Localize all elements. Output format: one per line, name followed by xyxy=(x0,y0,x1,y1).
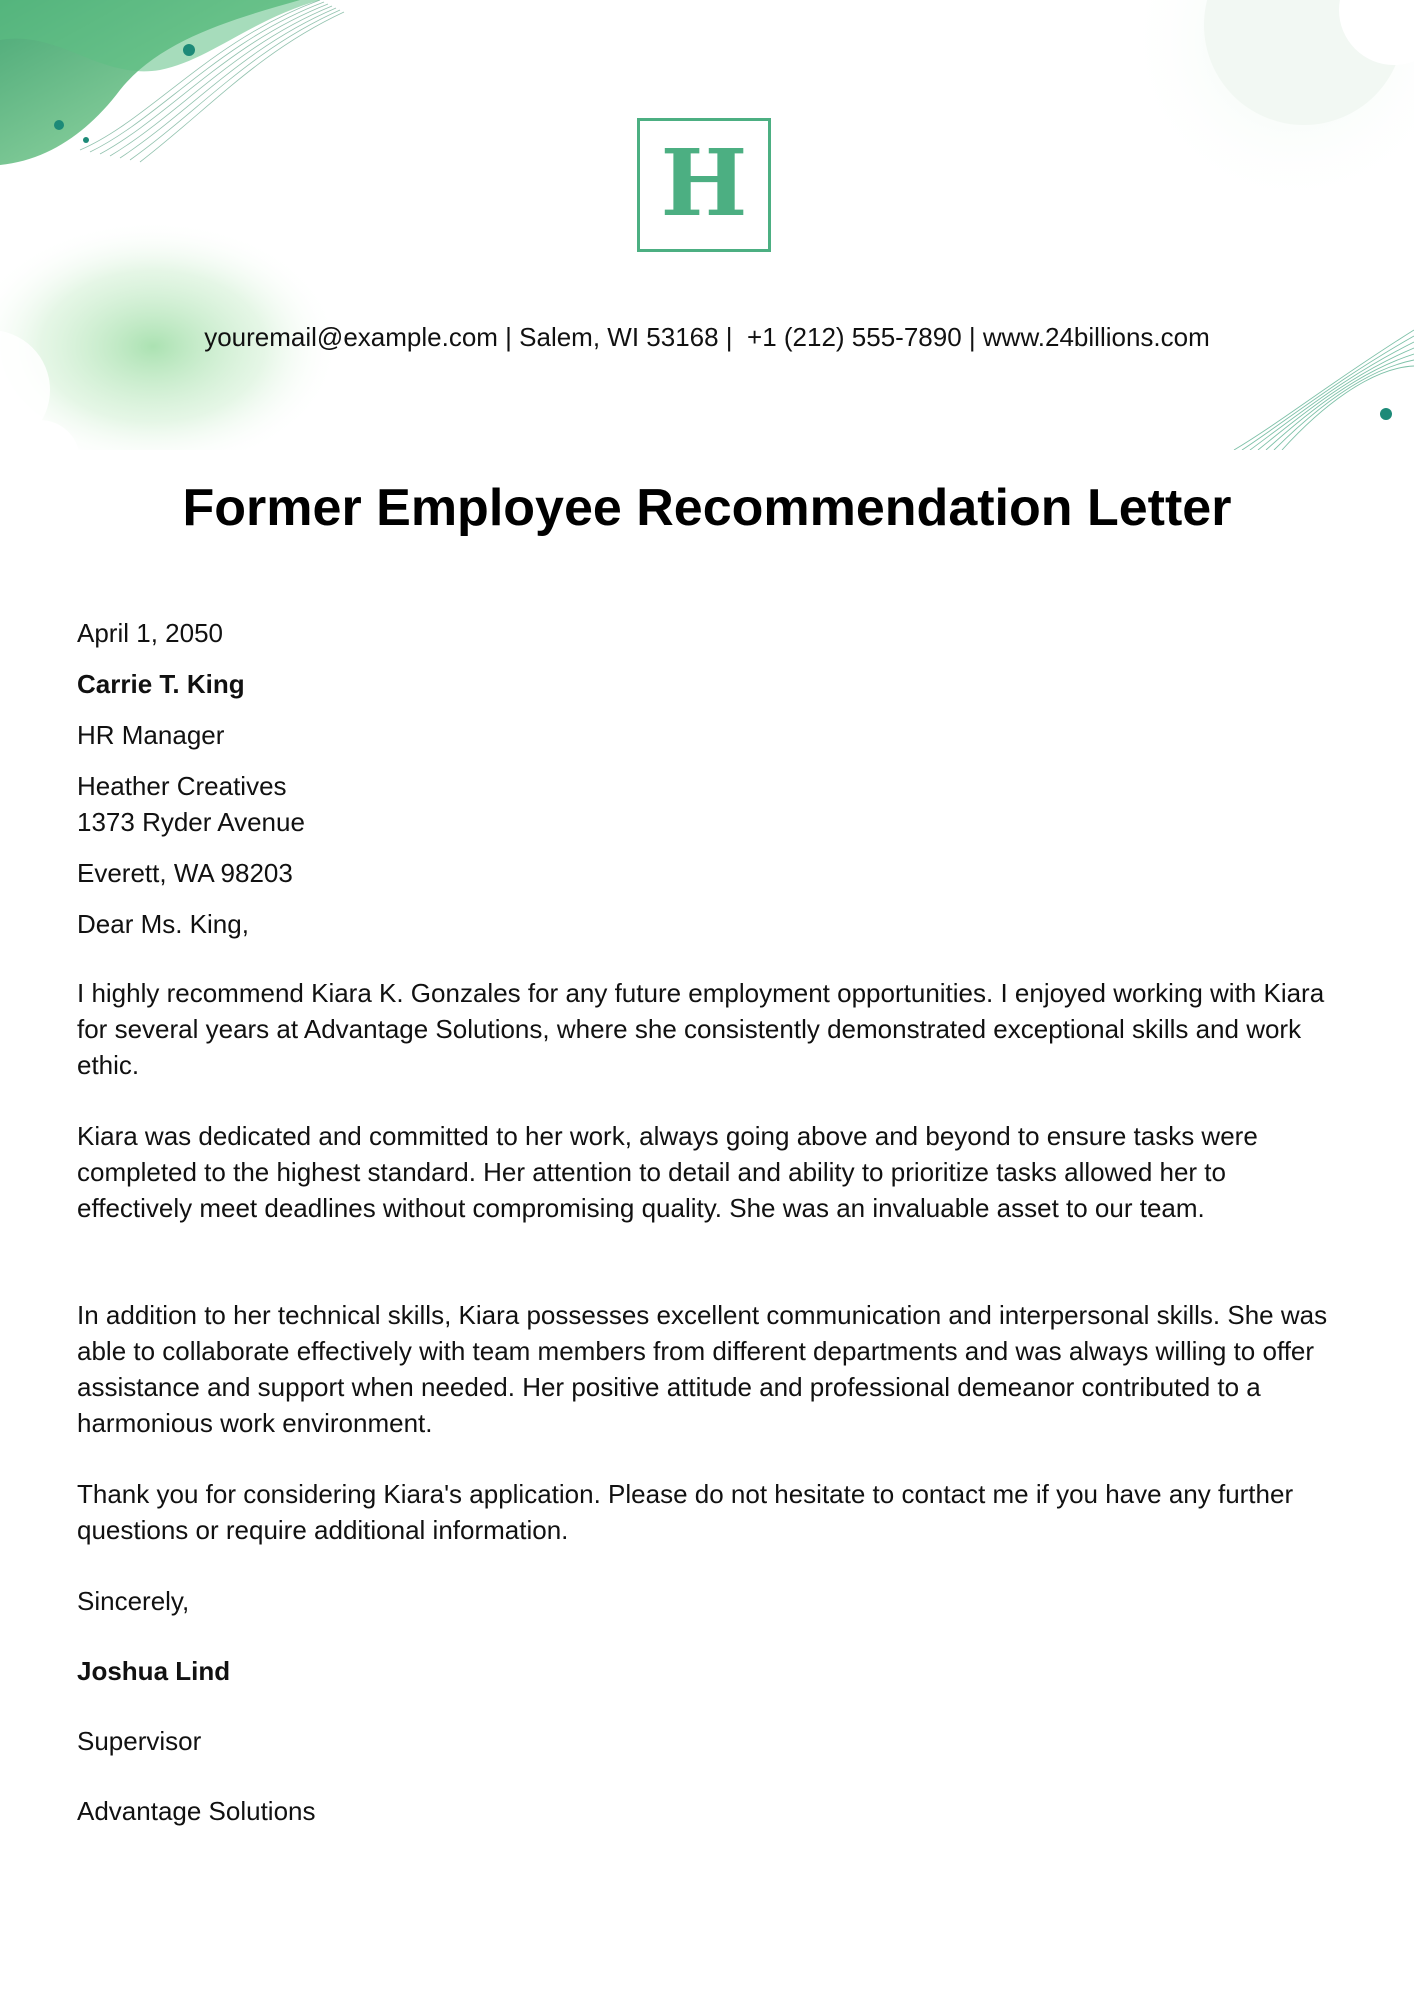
logo-letter: H xyxy=(660,129,748,237)
contact-phone: +1 (212) 555-7890 xyxy=(747,322,962,352)
recipient-position: HR Manager xyxy=(77,720,225,750)
recipient-street: 1373 Ryder Avenue xyxy=(77,807,305,837)
body-paragraph: I highly recommend Kiara K. Gonzales for any future employment opportunities. I enjoyed working with Kiara for several years at Advantage Solutions, where she consistently demonstrated exceptional skills and work ethic. xyxy=(77,978,1325,1080)
contact-email: youremail@example.com xyxy=(204,322,498,352)
contact-website: www.24billions.com xyxy=(982,322,1210,352)
letter-body xyxy=(77,615,1337,1829)
wave-decoration-top-left xyxy=(0,0,360,180)
closing: Sincerely, xyxy=(77,1586,190,1616)
recipient-city: Everett, WA 98203 xyxy=(77,858,293,888)
circle-decoration-top-right xyxy=(1094,0,1414,220)
letter-title: Former Employee Recommendation Letter xyxy=(182,479,1232,537)
body-paragraph: Thank you for considering Kiara's application. Please do not hesitate to contact me if you have any further questions or require additional information. xyxy=(77,1479,1294,1545)
logo-monogram xyxy=(637,118,771,252)
body-paragraph: Kiara was dedicated and committed to her work, always going above and beyond to ensure tasks were completed to the highest standard. Her attention to detail and ability to prioritize tasks allowed her to effectively meet deadlines without compromising quality. She was an invaluable asset to our team. xyxy=(77,1121,1258,1223)
recipient-company: Heather Creatives xyxy=(77,771,287,801)
letter-date: April 1, 2050 xyxy=(77,618,223,648)
signer-company: Advantage Solutions xyxy=(77,1796,316,1826)
signer-position: Supervisor xyxy=(77,1726,202,1756)
contact-location: Salem, WI 53168 xyxy=(519,322,719,352)
contact-line: youremail@example.com | Salem, WI 53168 | +1 (212) 555-7890 | www.24billions.com xyxy=(204,322,1210,352)
recipient-name: Carrie T. King xyxy=(77,669,245,699)
letterhead-header xyxy=(0,0,1414,450)
salutation: Dear Ms. King, xyxy=(77,909,249,939)
signer-name: Joshua Lind xyxy=(77,1656,231,1686)
body-paragraph: In addition to her technical skills, Kiara possesses excellent communication and interpersonal skills. She was able to collaborate effectively with team members from different departments and was always willing to offer assistance and support when needed. Her positive attitude and professional demeanor contributed to a harmonious work environment. xyxy=(77,1300,1328,1438)
